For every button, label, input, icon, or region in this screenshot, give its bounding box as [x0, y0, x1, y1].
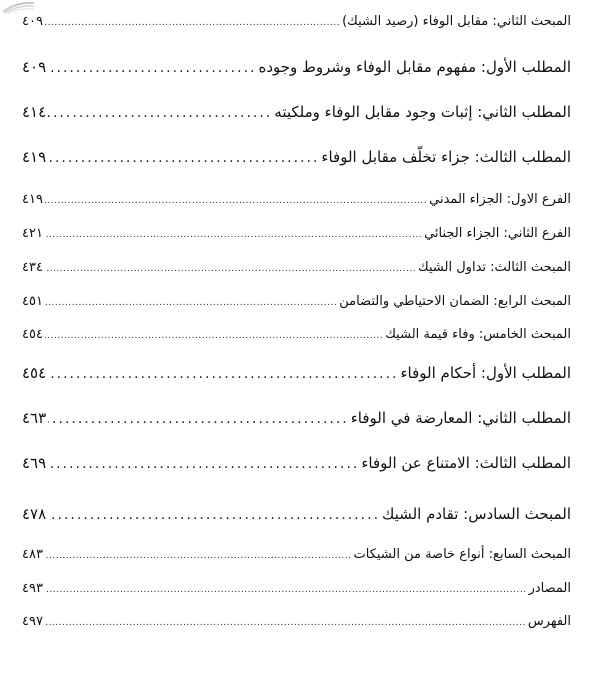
- toc-leader-dots: [48, 60, 256, 76]
- toc-leader-dots: [45, 331, 383, 341]
- toc-leader-dots: [45, 230, 422, 240]
- toc-entry-title: المبحث الثاني: مقابل الوفاء (رصيد الشيك): [342, 14, 571, 29]
- toc-leader-dots: [45, 298, 337, 308]
- toc-entry: [22, 103, 571, 121]
- toc-entry: [22, 505, 571, 523]
- toc-leader-dots: [48, 150, 319, 166]
- toc-entry-title: الفرع الثاني: الجزاء الجنائي: [424, 226, 571, 241]
- toc-page-number: ٤٧٨: [22, 505, 47, 523]
- toc-page-number: ٤٦٣: [22, 409, 47, 427]
- toc-entry-title: المطلب الثالث: جزاء تخلّف مقابل الوفاء: [321, 148, 571, 166]
- toc-entry-title: المطلب الثاني: المعارضة في الوفاء: [350, 409, 571, 427]
- toc-leader-dots: [45, 585, 527, 595]
- toc-leader-dots: [48, 456, 359, 472]
- toc-entry: [22, 14, 571, 29]
- toc-leader-dots: [48, 105, 272, 121]
- toc-entry: [22, 148, 571, 166]
- toc-leader-dots: [48, 411, 349, 427]
- toc-entry-title: المطلب الأول: أحكام الوفاء: [400, 364, 571, 382]
- toc-entry: [22, 454, 571, 472]
- toc-page-number: ٤٠٩: [22, 14, 43, 29]
- toc-entry-title: الفرع الاول: الجزاء المدني: [429, 192, 571, 207]
- toc-leader-dots: [45, 264, 416, 274]
- toc-page-number: ٤٣٤: [22, 260, 43, 275]
- toc-entry: [22, 364, 571, 382]
- toc-page-number: ٤٨٣: [22, 547, 43, 562]
- toc-leader-dots: [45, 618, 526, 628]
- toc-entry: [22, 226, 571, 241]
- toc-entry: [22, 581, 571, 596]
- toc-page-number: ٤٩٧: [22, 614, 43, 629]
- page-corner-ornament: [2, 0, 36, 14]
- toc-page-number: ٤٢١: [22, 226, 43, 241]
- toc-entry: [22, 547, 571, 562]
- toc-entry: [22, 260, 571, 275]
- toc-page-number: ٤١٩: [22, 148, 47, 166]
- toc-entry-title: المبحث السادس: تقادم الشيك: [382, 505, 571, 523]
- toc-leader-dots: [45, 551, 352, 561]
- toc-entry-title: المطلب الثالث: الامتناع عن الوفاء: [361, 454, 571, 472]
- toc-entry-title: المطلب الثاني: إثبات وجود مقابل الوفاء وملكيته: [274, 103, 571, 121]
- toc-leader-dots: [45, 18, 340, 28]
- toc-entry: [22, 294, 571, 309]
- toc-entry: [22, 58, 571, 76]
- toc-entry-title: المبحث الرابع: الضمان الاحتياطي والتضامن: [339, 294, 571, 309]
- toc-page-number: ٤٦٩: [22, 454, 47, 472]
- toc-page-number: ٤٠٩: [22, 58, 47, 76]
- toc-page-number: ٤٩٣: [22, 581, 43, 596]
- toc-entry: [22, 614, 571, 629]
- toc-page-number: ٤١٩: [22, 192, 43, 207]
- toc-page-number: ٤١٤: [22, 103, 47, 121]
- toc-entry-title: الفهرس: [527, 614, 571, 629]
- toc-entry-title: المبحث الثالث: تداول الشيك: [418, 260, 571, 275]
- toc-entry-title: المطلب الأول: مفهوم مقابل الوفاء وشروط وجوده: [258, 58, 571, 76]
- toc-page-number: ٤٥٤: [22, 364, 47, 382]
- toc-entry: [22, 192, 571, 207]
- toc-page-number: ٤٥١: [22, 294, 43, 309]
- toc-leader-dots: [48, 507, 380, 523]
- toc-entry: [22, 409, 571, 427]
- toc-leader-dots: [45, 196, 427, 206]
- toc-leader-dots: [48, 366, 398, 382]
- toc-entry-title: المصادر: [528, 581, 571, 596]
- toc-entry: [22, 327, 571, 342]
- toc-page-number: ٤٥٤: [22, 327, 43, 342]
- toc-entry-title: المبحث السابع: أنواع خاصة من الشيكات: [353, 547, 571, 562]
- toc-entry-title: المبحث الخامس: وفاء قيمة الشيك: [385, 327, 571, 342]
